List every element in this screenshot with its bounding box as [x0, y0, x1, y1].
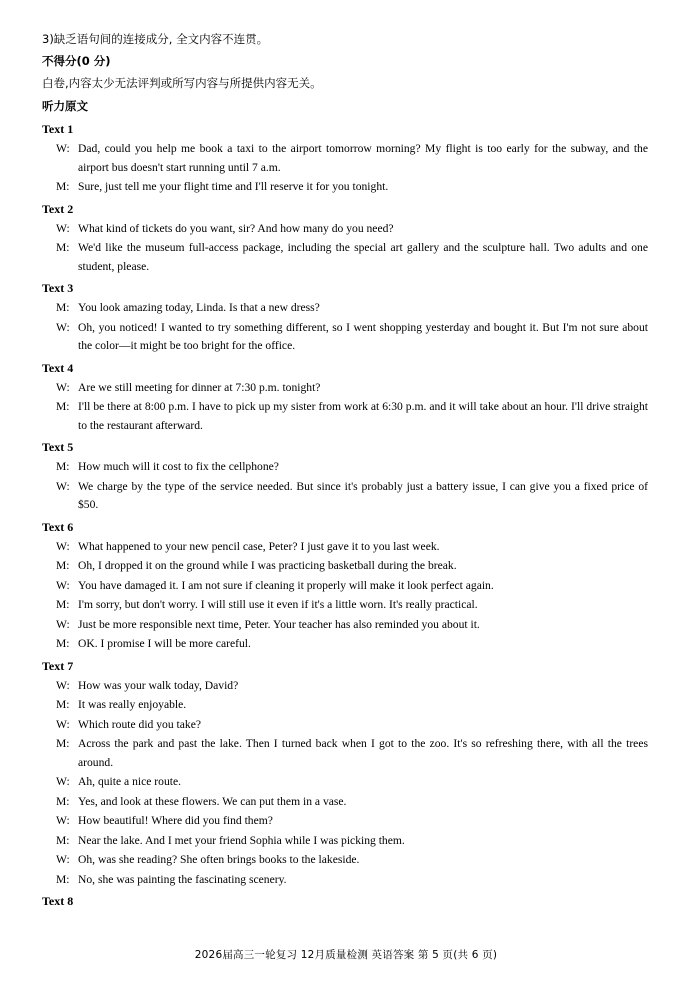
text-label-1: Text 1	[42, 122, 74, 136]
dialog-turn	[56, 538, 650, 557]
speaker-label: M:	[56, 833, 70, 847]
utterance-text: Oh, was she reading? She often brings books to the lakeside.	[78, 853, 360, 866]
dialog-turn	[56, 140, 650, 177]
dialog-turn	[56, 871, 650, 890]
speaker-label: M:	[56, 872, 70, 886]
dialog-turn	[56, 299, 650, 318]
intro-line-3: 白卷,内容太少无法评判或所写内容与所提供内容无关。	[42, 76, 322, 90]
speaker-label: M:	[56, 301, 70, 314]
speaker-label: M:	[56, 460, 70, 473]
speaker-label: W:	[56, 320, 70, 334]
dialog-turn	[56, 178, 650, 197]
utterance-text: Sure, just tell me your flight time and I'll reserve it for you tonight.	[78, 180, 389, 193]
dialog-turn	[56, 398, 650, 435]
section-title-listening-script: 听力原文	[42, 99, 88, 113]
utterance-text: How was your walk today, David?	[78, 678, 239, 692]
intro-line-1: 3)缺乏语句间的连接成分, 全文内容不连贯。	[42, 32, 269, 46]
text-label-4: Text 4	[42, 360, 74, 375]
dialog-turn	[56, 735, 650, 772]
utterance-text: You have damaged it. I am not sure if cleaning it properly will make it look perfect again.	[78, 578, 494, 592]
dialog-turn	[56, 616, 650, 635]
utterance-text: Across the park and past the lake. Then I turned back when I got to the zoo. It's so refreshing there, with all the trees around.	[78, 737, 648, 769]
utterance-text: What happened to your new pencil case, Peter? I just gave it to you last week.	[78, 539, 440, 553]
utterance-text: How much will it cost to fix the cellphone?	[78, 460, 279, 473]
utterance-text: Oh, you noticed! I wanted to try something different, so I went shopping yesterday and bought it. But I'm not sure about the color—it might be too bright for the office.	[78, 320, 648, 352]
dialog-turn	[56, 832, 650, 851]
speaker-label: W:	[56, 221, 70, 235]
dialog-turn	[56, 557, 650, 576]
speaker-label: W:	[56, 617, 70, 631]
utterance-text: Dad, could you help me book a taxi to the airport tomorrow morning? My flight is too early for the subway, and the airport bus doesn't start running until 7 a.m.	[78, 142, 648, 174]
dialog-turn	[56, 379, 650, 398]
utterance-text: Just be more responsible next time, Peter. Your teacher has also reminded you about it.	[78, 617, 480, 631]
speaker-label: M:	[56, 698, 70, 711]
speaker-label: W:	[56, 678, 70, 692]
dialog-turn	[56, 458, 650, 477]
utterance-text: I'll be there at 8:00 p.m. I have to pick up my sister from work at 6:30 p.m. and it will take about an hour. I'll drive straight to the restaurant afterward.	[78, 400, 648, 432]
speaker-label: W:	[56, 539, 70, 553]
utterance-text: Near the lake. And I met your friend Sophia while I was picking them.	[78, 833, 405, 847]
dialog-turn	[56, 812, 650, 831]
text-label-8: Text 8	[42, 894, 74, 908]
dialog-turn	[56, 577, 650, 596]
text-label-7: Text 7	[42, 658, 74, 673]
utterance-text: Yes, and look at these flowers. We can put them in a vase.	[78, 794, 347, 808]
utterance-text: OK. I promise I will be more careful.	[78, 637, 251, 650]
dialog-turn	[56, 773, 650, 792]
speaker-label: M:	[56, 559, 70, 572]
dialog-turn	[56, 851, 650, 870]
dialog-turn	[56, 635, 650, 654]
utterance-text: Ah, quite a nice route.	[78, 775, 182, 788]
text-label-5: Text 5	[42, 440, 74, 454]
utterance-text: It was really enjoyable.	[78, 698, 187, 711]
utterance-text: Oh, I dropped it on the ground while I was practicing basketball during the break.	[78, 559, 457, 572]
speaker-label: M:	[56, 241, 70, 254]
speaker-label: W:	[56, 578, 70, 592]
text-label-6: Text 6	[42, 519, 74, 534]
speaker-label: M:	[56, 598, 70, 611]
speaker-label: M:	[56, 737, 70, 750]
speaker-label: W:	[56, 142, 70, 155]
document-content	[42, 28, 650, 911]
speaker-label: W:	[56, 380, 70, 394]
speaker-label: W:	[56, 479, 70, 493]
utterance-text: You look amazing today, Linda. Is that a new dress?	[78, 301, 320, 314]
utterance-text: Are we still meeting for dinner at 7:30 p.m. tonight?	[78, 380, 321, 394]
dialog-turn	[56, 478, 650, 515]
utterance-text: I'm sorry, but don't worry. I will still use it even if it's a little worn. It's really practical.	[78, 598, 478, 611]
utterance-text: We charge by the type of the service needed. But since it's probably just a battery issue, I can give you a fixed price of $50.	[78, 479, 648, 511]
speaker-label: M:	[56, 794, 70, 808]
text-label-2: Text 2	[42, 201, 74, 216]
dialog-turn	[56, 220, 650, 239]
page-footer: 2026届高三一轮复习 12月质量检测 英语答案 第 5 页(共 6 页)	[194, 949, 498, 961]
dialog-turn	[56, 696, 650, 715]
speaker-label: W:	[56, 717, 70, 731]
utterance-text: What kind of tickets do you want, sir? And how many do you need?	[78, 221, 394, 235]
speaker-label: W:	[56, 775, 70, 788]
dialog-turn	[56, 239, 650, 276]
dialog-turn	[56, 596, 650, 615]
speaker-label: M:	[56, 637, 70, 650]
utterance-text: No, she was painting the fascinating scenery.	[78, 872, 287, 886]
dialog-turn	[56, 716, 650, 735]
speaker-label: W:	[56, 853, 70, 866]
utterance-text: We'd like the museum full-access package, including the special art gallery and the sculpture hall. Two adults and one student, please.	[78, 241, 648, 273]
text-label-3: Text 3	[42, 281, 74, 295]
utterance-text: Which route did you take?	[78, 717, 201, 731]
speaker-label: M:	[56, 180, 70, 193]
dialog-turn	[56, 319, 650, 356]
intro-line-2: 不得分(0 分)	[42, 54, 111, 68]
dialog-turn	[56, 793, 650, 812]
speaker-label: M:	[56, 400, 70, 413]
speaker-label: W:	[56, 814, 70, 827]
utterance-text: How beautiful! Where did you find them?	[78, 814, 273, 827]
dialog-turn	[56, 677, 650, 696]
